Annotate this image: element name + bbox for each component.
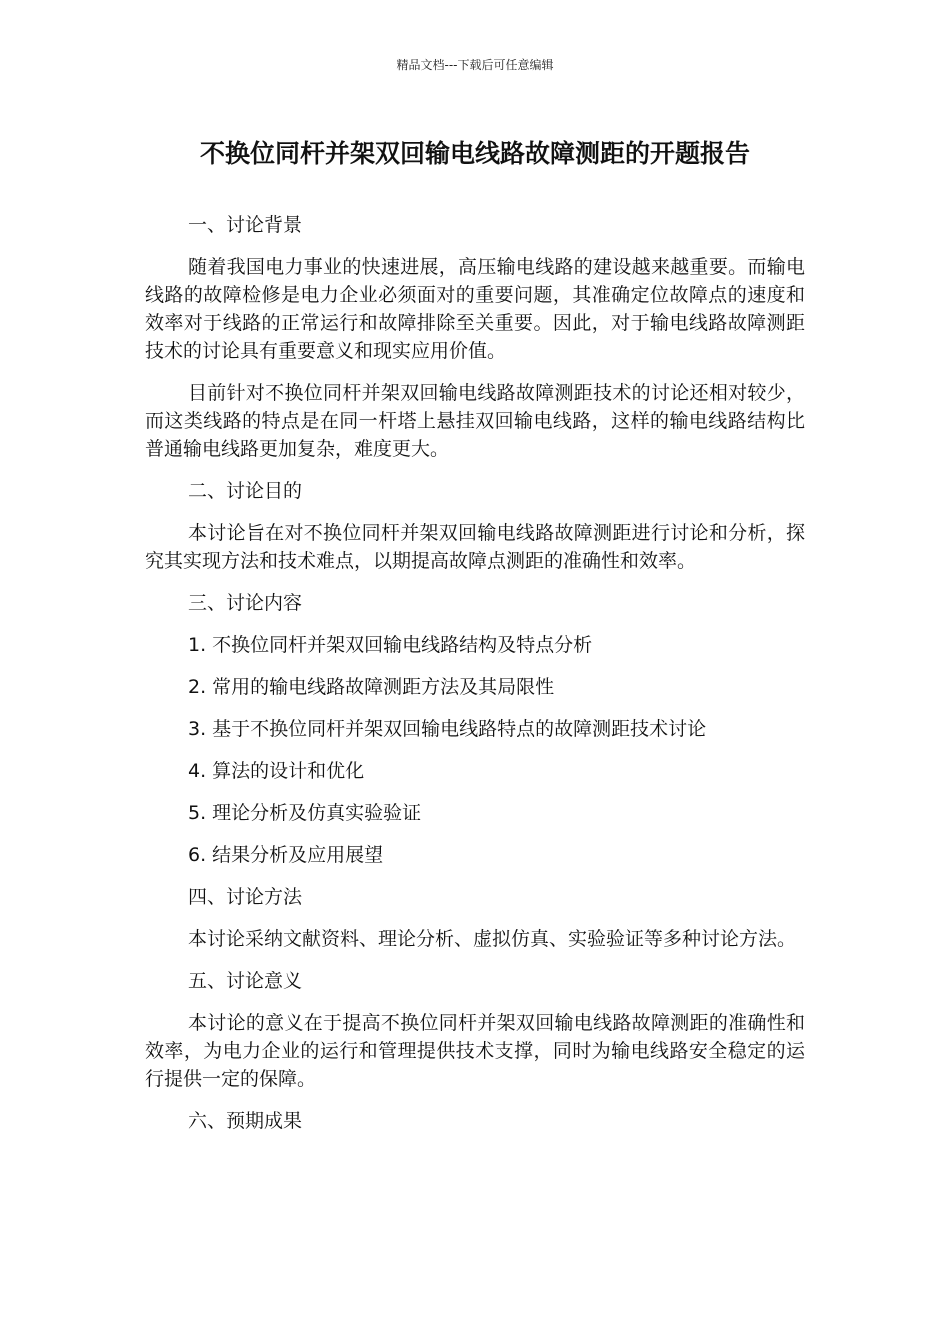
paragraph-method: 本讨论采纳文献资料、理论分析、虚拟仿真、实验验证等多种讨论方法。 <box>188 928 797 950</box>
page-header-note: 精品文档---下载后可任意编辑 <box>396 58 554 72</box>
section-heading-purpose: 二、讨论目的 <box>188 480 303 502</box>
content-list-item-1: 1. 不换位同杆并架双回输电线路结构及特点分析 <box>188 634 593 656</box>
paragraph-significance: 本讨论的意义在于提高不换位同杆并架双回输电线路故障测距的准确性和效率，为电力企业的运行和管理提供技术支撑，同时为输电线路安全稳定的运行提供一定的保障。 <box>145 1012 805 1090</box>
paragraph-background-2: 目前针对不换位同杆并架双回输电线路故障测距技术的讨论还相对较少，而这类线路的特点是在同一杆塔上悬挂双回输电线路，这样的输电线路结构比普通输电线路更加复杂，难度更大。 <box>145 382 805 460</box>
document-title: 不换位同杆并架双回输电线路故障测距的开题报告 <box>199 139 750 168</box>
section-heading-background: 一、讨论背景 <box>188 214 303 236</box>
section-heading-method: 四、讨论方法 <box>188 886 303 908</box>
section-heading-content: 三、讨论内容 <box>188 592 303 614</box>
paragraph-background-1: 随着我国电力事业的快速进展，高压输电线路的建设越来越重要。而输电线路的故障检修是电力企业必须面对的重要问题，其准确定位故障点的速度和效率对于线路的正常运行和故障排除至关重要。因此，对于输电线路故障测距技术的讨论具有重要意义和现实应用价值。 <box>145 256 805 362</box>
content-list-item-4: 4. 算法的设计和优化 <box>188 760 365 782</box>
section-heading-significance: 五、讨论意义 <box>188 970 303 992</box>
content-list-item-6: 6. 结果分析及应用展望 <box>188 844 384 866</box>
section-heading-expected-results: 六、预期成果 <box>188 1110 303 1132</box>
content-list-item-2: 2. 常用的输电线路故障测距方法及其局限性 <box>188 676 555 698</box>
paragraph-purpose: 本讨论旨在对不换位同杆并架双回输电线路故障测距进行讨论和分析，探究其实现方法和技术难点，以期提高故障点测距的准确性和效率。 <box>145 522 805 572</box>
content-list-item-5: 5. 理论分析及仿真实验验证 <box>188 802 422 824</box>
document-body <box>145 211 805 1149</box>
content-list-item-3: 3. 基于不换位同杆并架双回输电线路特点的故障测距技术讨论 <box>188 718 707 740</box>
